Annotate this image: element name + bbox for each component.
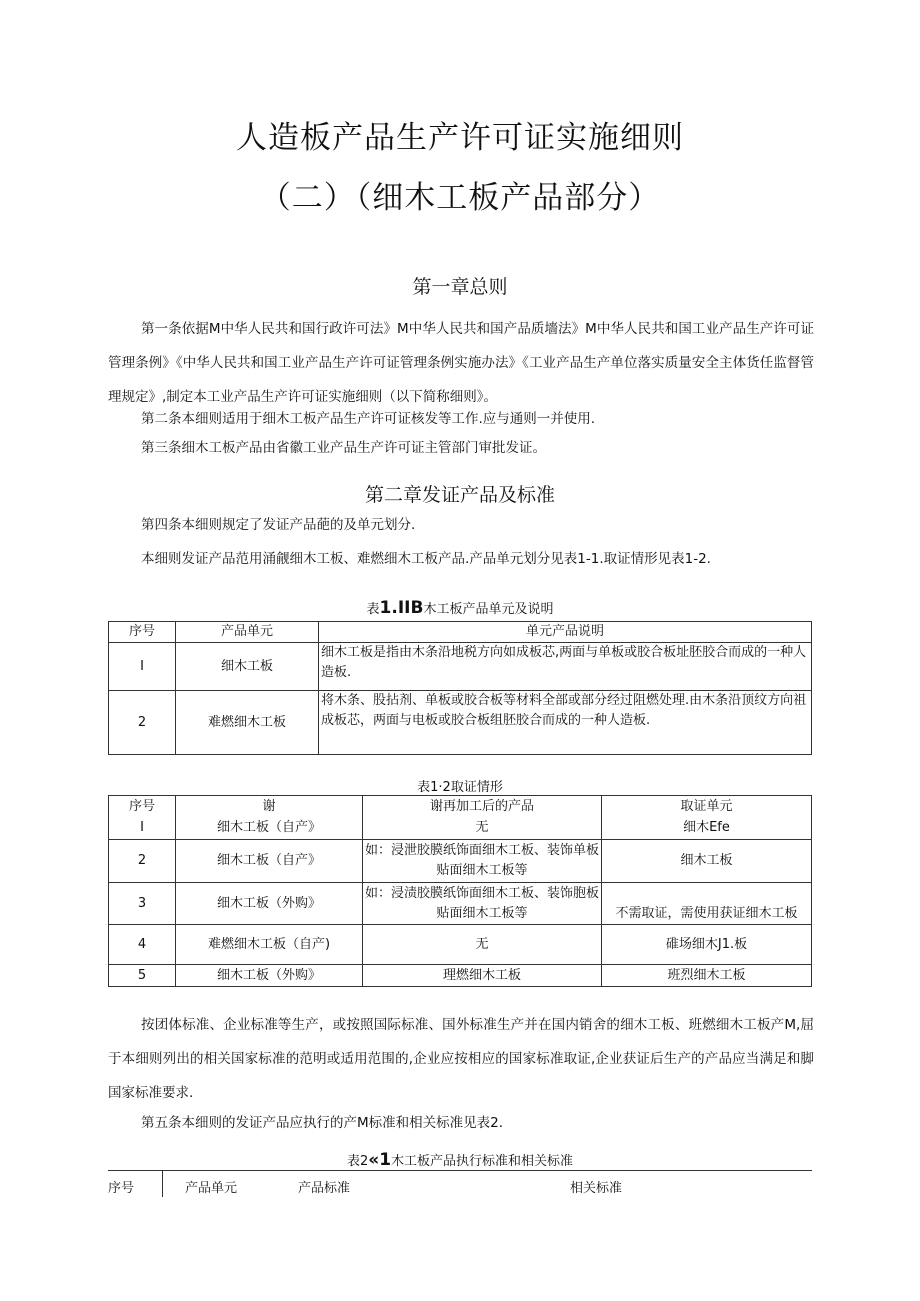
cell: 细木Efe bbox=[602, 818, 812, 840]
header-cell: 谢再加工后的产品 bbox=[363, 796, 602, 818]
cell: 2 bbox=[109, 840, 176, 883]
cell: 细木工板 bbox=[602, 840, 812, 883]
cell: 难燃细木工板（自产) bbox=[176, 925, 363, 965]
table-row bbox=[109, 965, 812, 987]
doc-subtitle: （二）（细木工板产品部分） bbox=[259, 180, 661, 216]
chapter1-heading: 第一章总则 bbox=[412, 276, 508, 298]
table2-caption: 表1·2取证情形 bbox=[417, 780, 503, 795]
table3-caption bbox=[0, 1150, 920, 1170]
table1-caption bbox=[0, 598, 920, 618]
cell: 理燃细木工板 bbox=[363, 965, 602, 987]
cell: 将木条、股拈剂、单板或胶合板等材料全部或部分经过阻燃处理.由木条沿顶纹方向祖成板芯，两面与电板或胶合板组胚胶合而成的一种人造板. bbox=[319, 691, 812, 755]
cell: I bbox=[109, 818, 176, 840]
paragraph-standards: 按团体标准、企业标准等生产，或按照国际标准、国外标准生产并在国内销舍的细木工板、班燃细木工板产M,屈于本细则列出的相关国家标准的范明或适用范围的,企业应按相应的国家标准取证,企业获证后生产的产品应当满足和脚国家标准要求. bbox=[108, 1017, 814, 1101]
table-row bbox=[109, 643, 812, 691]
article-4-scope: 本细则发证产品范用涌觎细木工板、难燃细木工板产品.产品单元划分见表1-1.取证情形见表1-2. bbox=[141, 551, 711, 567]
article-3: 第三条细木工板产品由省徽工业产品生产许可证主管部门审批发证。 bbox=[141, 440, 546, 456]
cell: 2 bbox=[109, 691, 176, 755]
table-row bbox=[109, 691, 812, 755]
cell: 3 bbox=[109, 883, 176, 925]
cell: 班烈细木工板 bbox=[602, 965, 812, 987]
caption-part: 表 bbox=[366, 602, 380, 617]
cell: 细木工板（外购》 bbox=[176, 965, 363, 987]
header-cell: 单元产品说明 bbox=[319, 622, 812, 643]
table-row bbox=[109, 925, 812, 965]
caption-part: «1 bbox=[368, 1150, 392, 1170]
column-divider bbox=[162, 1171, 163, 1197]
table-certification-cases bbox=[108, 795, 812, 987]
caption-part: 木工板产品单元及说明 bbox=[423, 602, 554, 617]
cell: 碓场细木J1.板 bbox=[602, 925, 812, 965]
cell: 如：浸渍胶膜纸饰面细木工板、装饰胞板贴面细木工板等 bbox=[363, 883, 602, 925]
table-header-row bbox=[109, 796, 812, 818]
cell: 不需取证，需使用获证细木工板 bbox=[602, 883, 812, 925]
caption-part: 木工板产品执行标准和相关标准 bbox=[391, 1154, 574, 1169]
header-cell: 取证单元 bbox=[602, 796, 812, 818]
caption-part: 表2 bbox=[346, 1154, 369, 1169]
cell: 4 bbox=[109, 925, 176, 965]
cell: 细木工板 bbox=[176, 643, 319, 691]
article-5: 第五条本细则的发证产品应执行的产M标准和相关标准见表2. bbox=[141, 1115, 504, 1131]
header-cell: 序号 bbox=[109, 796, 176, 818]
table-row bbox=[109, 840, 812, 883]
article-2: 第二条本细则适用于细木工板产品生产许可证核发等工作.应与通则一并使用. bbox=[141, 411, 596, 427]
header-cell: 序号 bbox=[108, 1181, 135, 1196]
chapter2-heading: 第二章发证产品及标准 bbox=[364, 484, 555, 506]
table-standards bbox=[108, 1170, 812, 1197]
cell: 如：浸泄胶膜纸饰面细木工板、装饰单板贴面细木工板等 bbox=[363, 840, 602, 883]
table-row bbox=[109, 883, 812, 925]
cell: 5 bbox=[109, 965, 176, 987]
cell: 难燃细木工板 bbox=[176, 691, 319, 755]
article-4: 第四条本细则规定了发证产品葩的及单元划分. bbox=[141, 517, 416, 533]
header-cell: 产品标准 bbox=[298, 1181, 351, 1196]
cell: 细木工板（自产》 bbox=[176, 818, 363, 840]
cell: 无 bbox=[363, 925, 602, 965]
table-product-units bbox=[108, 621, 812, 755]
table-row bbox=[109, 818, 812, 840]
header-cell: 产品单元 bbox=[185, 1181, 238, 1196]
header-cell: 相关标准 bbox=[570, 1181, 623, 1196]
article-1: 第一条依据M中华人民共和国行政许可法》M中华人民共和国产品质墻法》M中华人民共和国工业产品生产许可证管理条例》《中华人民共和国工业产品生产许可证管理条例实施办法》《工业产品生产单位落实质量安全主体货任监督管理规定》,制定本工业产品生产许可证实施细则（以下简称细则》。 bbox=[108, 321, 814, 405]
cell: 细木工板（自产》 bbox=[176, 840, 363, 883]
cell: 无 bbox=[363, 818, 602, 840]
header-cell: 序号 bbox=[109, 622, 176, 643]
cell: I bbox=[109, 643, 176, 691]
cell: 细木工板（外购》 bbox=[176, 883, 363, 925]
header-cell: 产品单元 bbox=[176, 622, 319, 643]
cell: 细木工板是指由木条沿地税方向如成板芯,两面与单板或胶合板址胚胶合而成的一种人造板. bbox=[319, 643, 812, 691]
caption-part: 1.IIB bbox=[379, 598, 424, 618]
doc-title: 人造板产品生产许可证实施细则 bbox=[236, 120, 684, 156]
table-header-row bbox=[109, 622, 812, 643]
header-cell: 谢 bbox=[176, 796, 363, 818]
